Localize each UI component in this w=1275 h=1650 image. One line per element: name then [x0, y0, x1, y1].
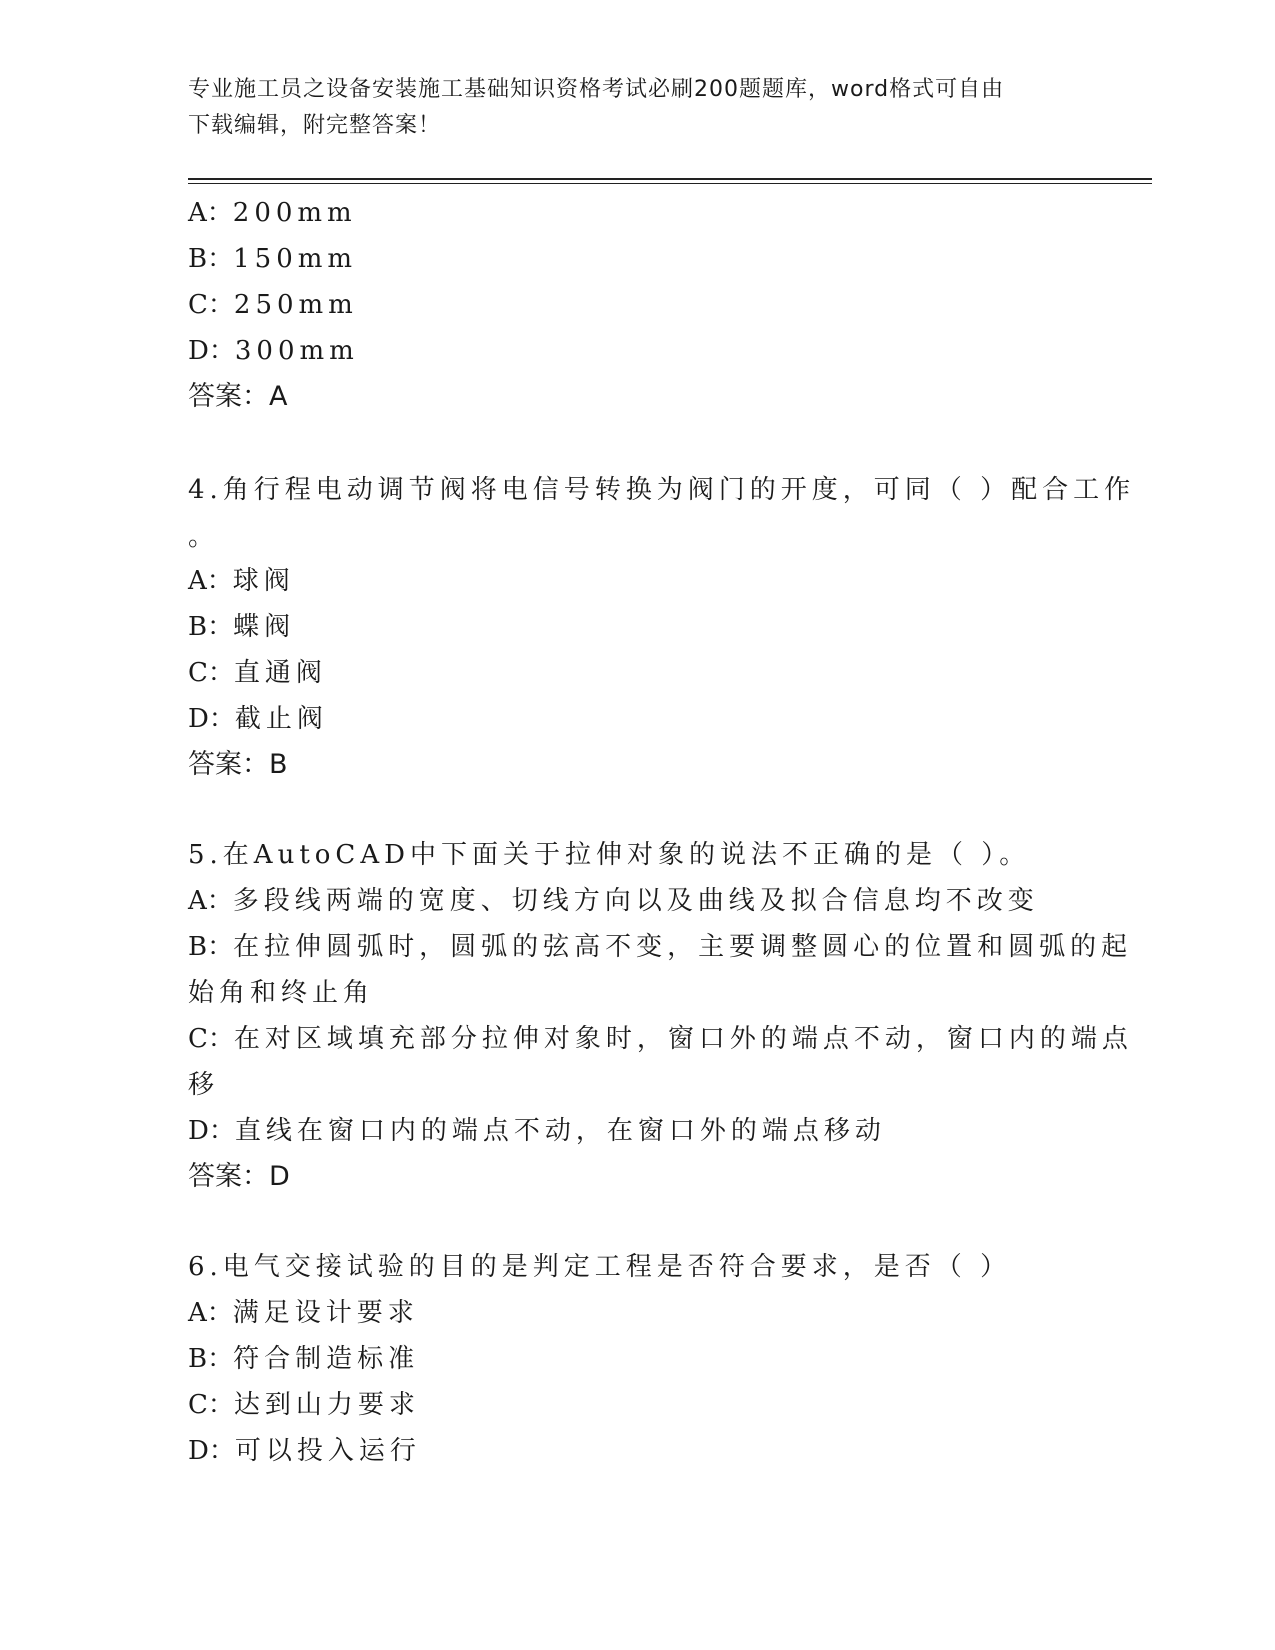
question-list	[188, 190, 1136, 1474]
option-d: D：直线在窗口内的端点不动，在窗口外的端点移动	[188, 1116, 886, 1146]
answer: 答案：A	[188, 381, 288, 412]
answer: 答案：D	[188, 1161, 290, 1192]
answer: 答案：B	[188, 749, 288, 780]
option-b-continuation: 始角和终止角	[188, 978, 375, 1008]
option-b: B：150mm	[188, 244, 358, 274]
question-stem: 5.在AutoCAD中下面关于拉伸对象的说法不正确的是（ ）。	[188, 840, 1031, 870]
option-b: B：符合制造标准	[188, 1344, 420, 1374]
question-stem: 4.角行程电动调节阀将电信号转换为阀门的开度，可同（ ）配合工作	[188, 475, 1136, 505]
option-a: A：200mm	[188, 198, 357, 228]
header-rule-thick	[188, 178, 1152, 180]
option-d: D：可以投入运行	[188, 1436, 421, 1466]
option-c: C：达到山力要求	[188, 1390, 420, 1420]
option-b: B：在拉伸圆弧时，圆弧的弦高不变，主要调整圆心的位置和圆弧的起	[188, 932, 1133, 962]
question-stem: 6.电气交接试验的目的是判定工程是否符合要求，是否（ ）	[188, 1252, 1012, 1282]
option-c: C：250mm	[188, 290, 358, 320]
option-d: D：300mm	[188, 336, 359, 366]
header-line-1: 专业施工员之设备安装施工基础知识资格考试必刷200题题库，word格式可自由	[188, 77, 1005, 102]
option-c: C：直通阀	[188, 658, 327, 688]
option-d: D：截止阀	[188, 704, 328, 734]
question-4	[188, 464, 1136, 788]
question-6	[188, 1244, 1088, 1474]
option-a: A：球阀	[188, 566, 295, 596]
header-line-2: 下载编辑，附完整答案！	[188, 113, 442, 138]
document-header	[188, 72, 1068, 144]
option-a: A：多段线两端的宽度、切线方向以及曲线及拟合信息均不改变	[188, 886, 1039, 916]
option-b: B：蝶阀	[188, 612, 296, 642]
question-5	[188, 832, 1133, 1200]
question-stem-continuation: 。	[188, 522, 220, 552]
option-c: C：在对区域填充部分拉伸对象时，窗口外的端点不动，窗口内的端点	[188, 1024, 1133, 1054]
header-rule-thin	[188, 183, 1152, 184]
question-3	[188, 190, 1088, 420]
option-c-continuation: 移	[188, 1070, 220, 1100]
option-a: A：满足设计要求	[188, 1298, 419, 1328]
